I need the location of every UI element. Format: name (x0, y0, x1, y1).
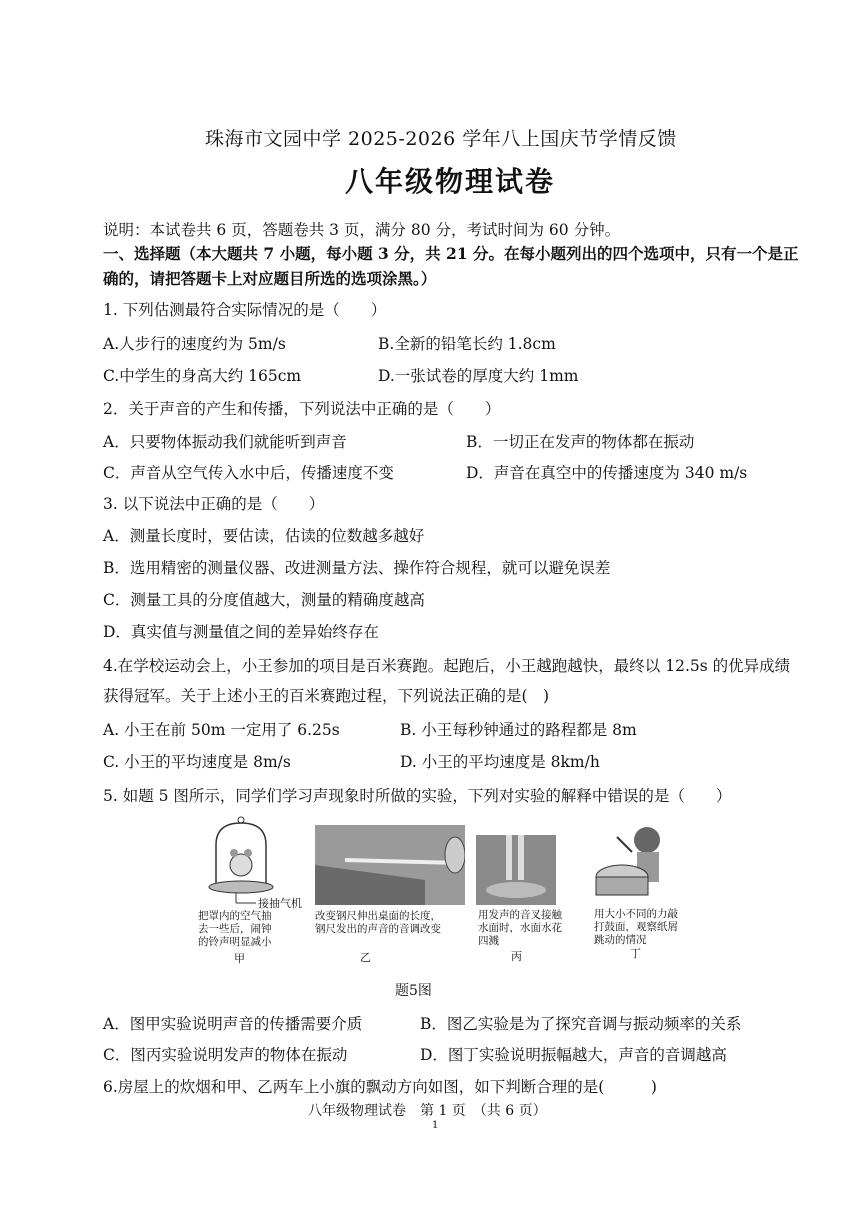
question-4-stem-line2: 获得冠军。关于上述小王的百米赛跑过程，下列说法正确的是( ) (103, 687, 550, 705)
figure-ding (592, 822, 692, 960)
figure-jia-label: 甲 (234, 952, 245, 965)
question-3-option-d: D．真实值与测量值之间的差异始终存在 (103, 623, 379, 641)
pump-label: 接抽气机 (258, 897, 302, 910)
question-3-option-a: A．测量长度时，要估读，估读的位数越多越好 (103, 527, 425, 545)
question-5-stem: 5. 如题 5 图所示，同学们学习声现象时所做的实验，下列对实验的解释中错误的是（ ） (103, 787, 732, 805)
question-3-option-b: B．选用精密的测量仪器、改进测量方法、操作符合规程，就可以避免误差 (103, 559, 611, 577)
question-1-option-c: C.中学生的身高大约 165cm (103, 367, 302, 385)
question-3-option-c: C．测量工具的分度值越大，测量的精确度越高 (103, 591, 425, 609)
section1-heading-line1: 一、选择题（本大题共 7 小题，每小题 3 分，共 21 分。在每小题列出的四个选项中，只有一个是正 (103, 244, 799, 263)
question-2-option-c: C．声音从空气传入水中后，传播速度不变 (103, 464, 394, 482)
question-5-option-d: D．图丁实验说明振幅越大，声音的音调越高 (420, 1046, 727, 1064)
question-1-option-b: B.全新的铅笔长约 1.8cm (378, 335, 556, 353)
question-6-stem: 6.房屋上的炊烟和甲、乙两车上小旗的飘动方向如图，如下判断合理的是( ) (103, 1078, 657, 1096)
footer-page-number: 1 (432, 1120, 439, 1131)
figure-jia (196, 815, 306, 965)
question-2-option-b: B．一切正在发声的物体都在振动 (466, 433, 695, 451)
figure-bing-caption: 用发声的音叉接触水面时，水面水花四溅 (478, 909, 562, 947)
question-2-option-d: D．声音在真空中的传播速度为 340 m/s (466, 464, 748, 482)
question-1-stem: 1. 下列估测最符合实际情况的是（ ） (103, 301, 387, 319)
ruler-table-photo (315, 825, 465, 905)
drum-child-illustration (592, 822, 677, 904)
instructions-note: 说明：本试卷共 6 页，答题卷共 3 页，满分 80 分，考试时间为 60 分钟。 (103, 221, 621, 239)
figure-ding-caption: 用大小不同的力敲打鼓面，观察纸屑跳动的情况 (594, 908, 678, 946)
figure-jia-caption: 把罩内的空气抽去一些后，闹钟的铃声明显减小 (198, 910, 272, 948)
question-5-option-b: B．图乙实验是为了探究音调与振动频率的关系 (420, 1015, 742, 1033)
figure-yi-label: 乙 (360, 951, 371, 964)
question-4-option-b: B. 小王每秒钟通过的路程都是 8m (400, 721, 637, 739)
question-4-option-a: A. 小王在前 50m 一定用了 6.25s (103, 721, 340, 739)
question-5-option-a: A．图甲实验说明声音的传播需要介质 (103, 1015, 363, 1033)
figure-yi (315, 825, 465, 964)
figure-5-caption: 题5图 (395, 983, 432, 999)
figure-yi-caption: 改变钢尺伸出桌面的长度，钢尺发出的声音的音调改变 (315, 910, 441, 935)
question-2-stem: 2．关于声音的产生和传播，下列说法中正确的是（ ） (103, 400, 501, 418)
question-4-option-d: D. 小王的平均速度是 8km/h (400, 753, 600, 771)
question-4-stem-line1: 4.在学校运动会上，小王参加的项目是百米赛跑。起跑后，小王越跑越快，最终以 12.5s 的优异成绩 (103, 657, 791, 675)
section1-heading-line2: 确的，请把答题卡上对应题目所选的选项涂黑。） (103, 269, 437, 288)
exam-title: 八年级物理试卷 (345, 165, 556, 198)
question-1-option-a: A.人步行的速度约为 5m/s (103, 335, 286, 353)
footer-page-info: 八年级物理试卷 第 1 页 （共 6 页） (308, 1103, 547, 1119)
question-3-stem: 3. 以下说法中正确的是（ ） (103, 495, 325, 513)
question-4-option-c: C. 小王的平均速度是 8m/s (103, 753, 291, 771)
school-title: 珠海市文园中学 2025-2026 学年八上国庆节学情反馈 (205, 128, 677, 150)
question-2-option-a: A．只要物体振动我们就能听到声音 (103, 433, 347, 451)
figure-bing-label: 丙 (511, 950, 522, 963)
question-1-option-d: D.一张试卷的厚度大约 1mm (378, 367, 579, 385)
question-5-option-c: C．图丙实验说明发声的物体在振动 (103, 1046, 348, 1064)
tuning-fork-water-photo (476, 835, 556, 905)
figure-bing (476, 835, 566, 963)
bell-jar-illustration (196, 815, 306, 905)
figure-ding-label: 丁 (630, 947, 641, 960)
